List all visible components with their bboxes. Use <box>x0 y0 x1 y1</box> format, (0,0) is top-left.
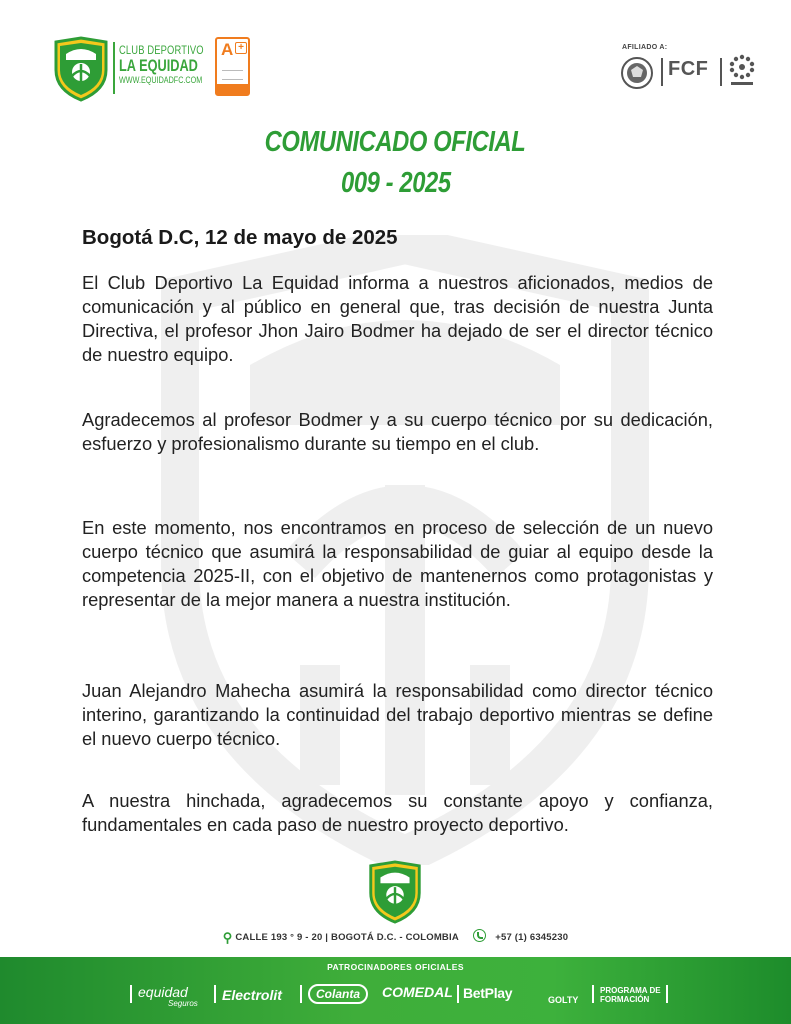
club-name-line1: CLUB DEPORTIVO <box>119 43 204 57</box>
sponsor-label: FORMACIÓN <box>600 995 650 1004</box>
applus-footer-band <box>217 84 248 94</box>
paragraph: A nuestra hinchada, agradecemos su constante apoyo y confianza, fundamentales en cada paso de nuestro proyecto deportivo. <box>82 790 713 835</box>
sponsor-divider <box>130 985 132 1003</box>
contact-info <box>0 929 791 946</box>
sponsor-divider <box>592 985 594 1003</box>
sponsor-sublabel: Seguros <box>168 999 198 1008</box>
sponsor-divider <box>457 985 459 1003</box>
phone-icon <box>473 929 486 942</box>
club-shield-logo <box>366 860 424 924</box>
location-pin-icon: ⚲ <box>222 930 233 945</box>
club-name-line2: LA EQUIDAD <box>119 56 198 75</box>
sponsor-label: PROGRAMA DE <box>600 986 661 995</box>
fcf-logo-text: FCF <box>668 58 709 80</box>
sponsor-divider <box>666 985 668 1003</box>
title-line1: COMUNICADO OFICIAL <box>265 126 526 158</box>
fcf-ball-icon <box>620 56 654 90</box>
applus-plus-icon: + <box>235 42 247 54</box>
club-website: WWW.EQUIDADFC.COM <box>119 75 203 85</box>
sponsors-footer <box>0 957 791 1024</box>
applus-a-icon: A <box>221 40 234 59</box>
sponsor-logos <box>130 981 670 1007</box>
sponsor-divider <box>214 985 216 1003</box>
sponsor-golty: GOLTY <box>548 995 579 1005</box>
address-text: CALLE 193 ° 9 - 20 | BOGOTÁ D.C. - COLOMBIA <box>235 932 459 943</box>
applus-certification-badge <box>215 37 250 96</box>
sponsor-equidad-seguros <box>138 984 198 1007</box>
phone-text: +57 (1) 6345230 <box>495 932 569 943</box>
paragraph: Agradecemos al profesor Bodmer y a su cuerpo técnico por su dedicación, esfuerzo y profesionalismo durante su tiempo en el club. <box>82 409 713 454</box>
paragraph: Juan Alejandro Mahecha asumirá la responsabilidad como director técnico interino, garantizando la continuidad del trabajo deportivo mientras se define el nuevo cuerpo técnico. <box>82 680 713 749</box>
title-line2: 009 - 2025 <box>340 167 451 199</box>
federation-divider <box>661 58 663 86</box>
sponsors-title: PATROCINADORES OFICIALES <box>327 962 464 972</box>
club-shield-logo <box>52 36 110 102</box>
applus-text-lines <box>222 70 243 80</box>
letterhead <box>0 0 791 110</box>
sponsor-electrolit: Electrolit <box>222 987 282 1003</box>
sponsor-comedal: COMEDAL <box>382 984 453 1000</box>
afiliado-label: AFILIADO A: <box>622 44 668 51</box>
sponsor-divider <box>300 985 302 1003</box>
letter-date: Bogotá D.C, 12 de mayo de 2025 <box>82 226 398 249</box>
communique-number <box>0 167 791 200</box>
federation-divider <box>720 58 722 86</box>
paragraph: En este momento, nos encontramos en proceso de selección de un nuevo cuerpo técnico que asumirá la responsabilidad de guiar al equipo desde la competencia 2025-II, con el objetivo de mantenernos como protagonistas y representar de la mejor manera a nuestra institución. <box>82 517 713 610</box>
page-title <box>0 126 791 159</box>
dimayor-logo-icon <box>727 53 757 89</box>
sponsor-betplay: BetPlay <box>463 985 513 1001</box>
sponsor-colanta: Colanta <box>308 984 368 1004</box>
sponsor-label: equidad <box>138 984 188 1000</box>
club-name-block <box>119 44 219 87</box>
paragraph: El Club Deportivo La Equidad informa a nuestros aficionados, medios de comunicación y al público en general que, tras decisión de nuestra Junta Directiva, el profesor Jhon Jairo Bodmer ha dejado de ser el director técnico de nuestro equipo. <box>82 272 713 365</box>
header-divider <box>113 42 115 94</box>
sponsor-programa-formacion <box>600 986 661 1004</box>
